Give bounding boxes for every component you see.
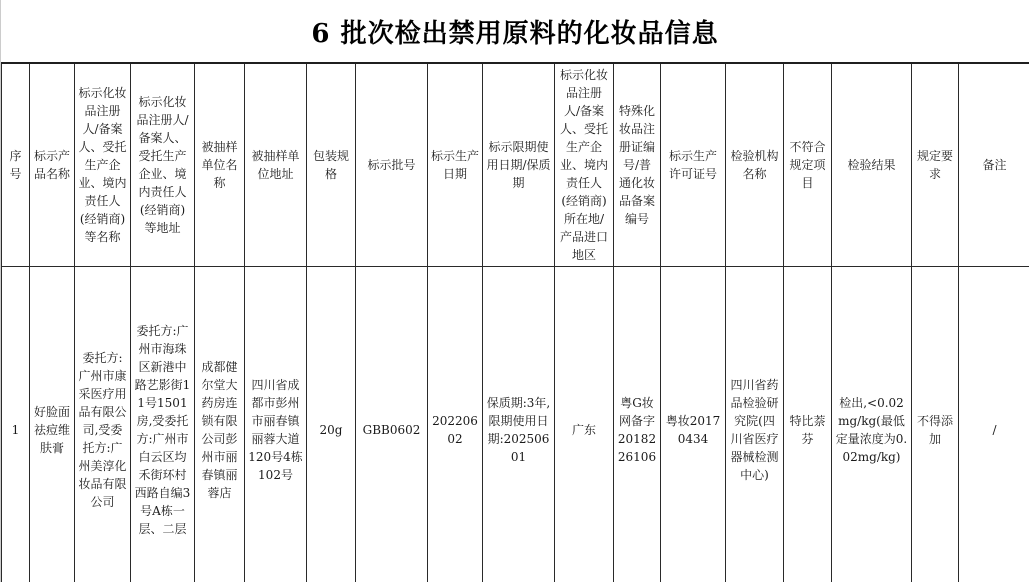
cosmetics-table <box>1 62 1029 582</box>
cell-sampled-unit-name: 成都健尔堂大药房连锁有限公司彭州市丽春镇丽蓉店 <box>195 267 245 582</box>
header-remarks: 备注 <box>959 63 1029 267</box>
cell-registrant-location: 广东 <box>555 267 614 582</box>
header-registrant-location: 标示化妆品注册人/备案人、受托生产企业、境内责任人(经销商)所在地/产品进口地区 <box>555 63 614 267</box>
header-sampled-unit-name: 被抽样单位名称 <box>195 63 245 267</box>
header-product-name: 标示产品名称 <box>30 63 75 267</box>
header-package-spec: 包装规格 <box>307 63 356 267</box>
cell-serial-number: 1 <box>2 267 30 582</box>
header-expiry-shelf-life: 标示限期使用日期/保质期 <box>483 63 555 267</box>
cell-sampled-unit-address: 四川省成都市彭州市丽春镇丽蓉大道120号4栋102号 <box>245 267 307 582</box>
header-inspection-agency: 检验机构名称 <box>726 63 784 267</box>
table-row <box>2 267 1029 582</box>
cell-product-name: 好脸面祛痘维肤膏 <box>30 267 75 582</box>
header-serial-number: 序号 <box>2 63 30 267</box>
header-production-license: 标示生产许可证号 <box>661 63 726 267</box>
page-title: 6 批次检出禁用原料的化妆品信息 <box>311 18 719 49</box>
header-batch-number: 标示批号 <box>356 63 428 267</box>
cell-inspection-result: 检出,<0.02mg/kg(最低定量浓度为0.02mg/kg) <box>832 267 912 582</box>
cell-production-date: 20220602 <box>428 267 483 582</box>
cell-expiry-shelf-life: 保质期:3年,限期使用日期:20250601 <box>483 267 555 582</box>
header-registrant-name: 标示化妆品注册人/备案人、受托生产企业、境内责任人(经销商)等名称 <box>75 63 131 267</box>
cell-requirement: 不得添加 <box>912 267 959 582</box>
header-requirement: 规定要求 <box>912 63 959 267</box>
cell-package-spec: 20g <box>307 267 356 582</box>
header-registration-number: 特殊化妆品注册证编号/普通化妆品备案编号 <box>614 63 661 267</box>
table-header-row <box>2 63 1029 267</box>
header-production-date: 标示生产日期 <box>428 63 483 267</box>
cell-batch-number: GBB0602 <box>356 267 428 582</box>
cell-production-license: 粤妆20170434 <box>661 267 726 582</box>
cell-nonconforming-item: 特比萘芬 <box>784 267 832 582</box>
cell-inspection-agency: 四川省药品检验研究院(四川省医疗器械检测中心) <box>726 267 784 582</box>
cell-registrant-name: 委托方:广州市康采医疗用品有限公司,受委托方:广州美淳化妆品有限公司 <box>75 267 131 582</box>
header-sampled-unit-address: 被抽样单位地址 <box>245 63 307 267</box>
header-registrant-address: 标示化妆品注册人/备案人、受托生产企业、境内责任人(经销商)等地址 <box>131 63 195 267</box>
header-inspection-result: 检验结果 <box>832 63 912 267</box>
cell-remarks: / <box>959 267 1029 582</box>
header-nonconforming-item: 不符合规定项目 <box>784 63 832 267</box>
cell-registrant-address: 委托方:广州市海珠区新港中路艺影街11号1501房,受委托方:广州市白云区均禾街环村西路自编3号A栋一层、二层 <box>131 267 195 582</box>
cell-registration-number: 粤G妆网备字2018226106 <box>614 267 661 582</box>
